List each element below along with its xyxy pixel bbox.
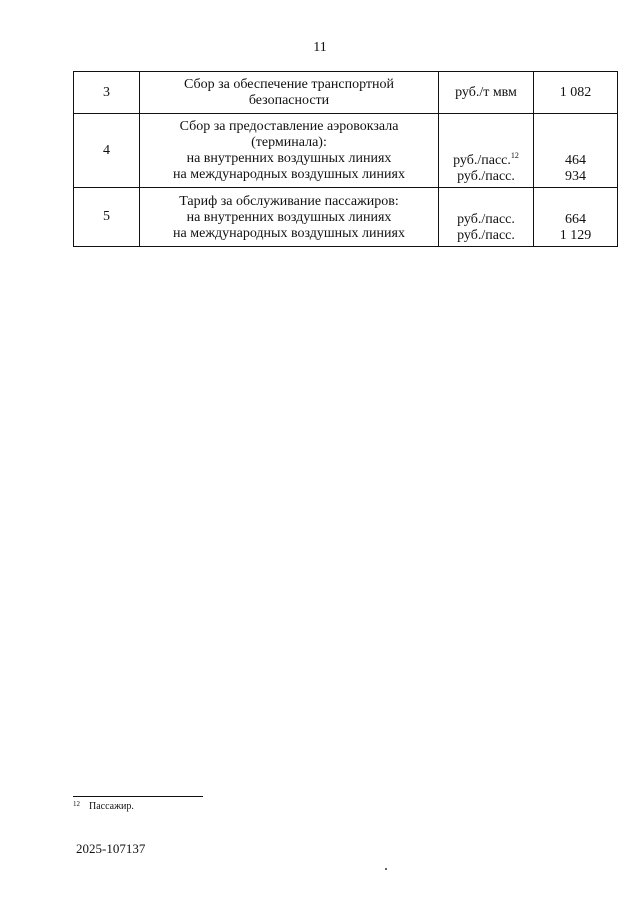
row-value xyxy=(534,114,618,188)
scan-speck xyxy=(385,868,387,870)
tariff-table xyxy=(73,71,618,247)
sub-line: на внутренних воздушных линиях xyxy=(186,151,392,166)
unit-line xyxy=(439,153,533,169)
unit-line: руб./пасс. xyxy=(457,169,515,184)
sub-line: на международных воздушных линиях xyxy=(173,167,405,182)
row-unit xyxy=(439,188,534,247)
row-unit: руб./т мвм xyxy=(439,72,534,114)
unit-line: руб./пасс. xyxy=(457,212,515,227)
sub-line: на международных воздушных линиях xyxy=(173,225,405,241)
row-name xyxy=(140,72,439,114)
row-value xyxy=(534,188,618,247)
unit-text: руб./пасс. xyxy=(453,153,511,168)
footnote-text: Пассажир. xyxy=(89,801,134,812)
table-row xyxy=(74,72,618,114)
row-number: 3 xyxy=(74,72,140,114)
value-line: 1 129 xyxy=(559,228,592,243)
row-unit xyxy=(439,114,534,188)
row-name xyxy=(140,114,439,188)
table-row xyxy=(74,114,618,188)
page-number: 11 xyxy=(313,40,327,55)
name-line: Тариф за обслуживание пассажиров: xyxy=(179,193,399,209)
row-number: 5 xyxy=(74,188,140,247)
value-line: 934 xyxy=(565,169,586,184)
name-line: (терминала): xyxy=(251,135,327,150)
footnote-mark: 12 xyxy=(73,800,80,808)
value-line: 664 xyxy=(565,212,586,227)
footnote-divider xyxy=(73,796,203,797)
value-line: 464 xyxy=(565,153,586,168)
document-code: 2025-107137 xyxy=(76,841,146,856)
row-value: 1 082 xyxy=(534,72,618,114)
unit-line: руб./пасс. xyxy=(457,228,515,243)
table-row xyxy=(74,188,618,247)
footnote-ref: 12 xyxy=(510,151,519,160)
row-number: 4 xyxy=(74,114,140,188)
name-line: Сбор за предоставление аэровокзала xyxy=(179,119,399,134)
row-name xyxy=(140,188,439,247)
sub-line: на внутренних воздушных линиях xyxy=(186,209,392,225)
name-line: безопасности xyxy=(248,93,330,108)
footnote xyxy=(73,800,134,812)
name-line: Сбор за обеспечение транспортной xyxy=(183,77,395,92)
